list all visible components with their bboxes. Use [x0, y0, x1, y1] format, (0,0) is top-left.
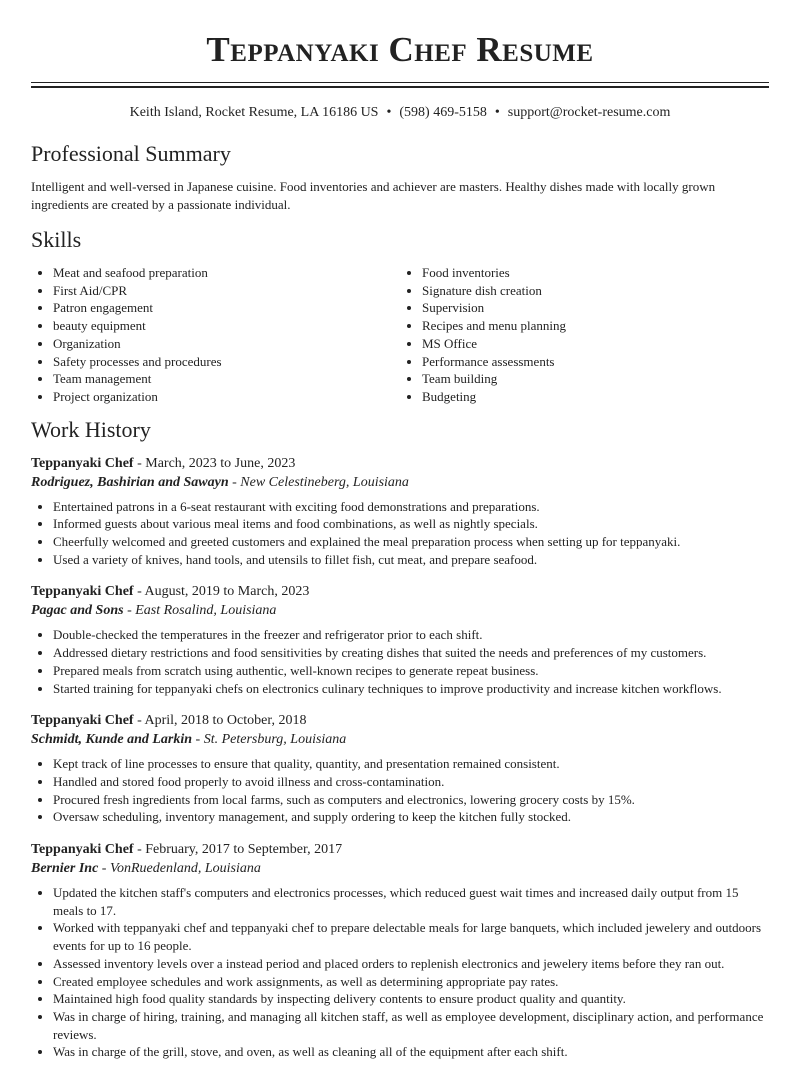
employer-name: Bernier Inc — [31, 861, 99, 877]
contact-address: Keith Island, Rocket Resume, LA 16186 US — [129, 105, 379, 120]
contact-email[interactable]: support@rocket-resume.com — [507, 105, 671, 120]
summary-text: Intelligent and well-versed in Japanese cuisine. Food inventories and achiever are masters. Healthy dishes made with locally grown ingredients are created by a passionate individual. — [31, 179, 716, 212]
skill-item: • Food inventories — [422, 264, 769, 282]
job-bullet: • Was in charge of hiring, training, and managing all kitchen staff, as well as employee development, disciplinary action, and performance reviews. — [53, 1008, 769, 1043]
job-bullet: • Was in charge of the grill, stove, and oven, as well as cleaning all of the equipment after each shift. — [53, 1043, 769, 1061]
job-bullets — [31, 498, 769, 569]
job-title-line — [31, 840, 769, 859]
contact-separator: • — [386, 105, 392, 120]
job-bullet: • Maintained high food quality standards by inspecting delivery contents to ensure product quality and quantity. — [53, 990, 769, 1008]
job-bullet: • Created employee schedules and work assignments, as well as determining appropriate pay rates. — [53, 973, 769, 991]
job-entry — [31, 454, 769, 569]
job-title-line — [31, 454, 769, 473]
job-bullet: • Worked with teppanyaki chef and teppanyaki chef to prepare delectable meals for large banquets, which included jewelery and outdoors events for up to 16 people. — [53, 919, 769, 954]
job-title-line — [31, 711, 769, 730]
skill-item: • Patron engagement — [53, 299, 400, 317]
job-bullet: • Oversaw scheduling, inventory management, and supply ordering to keep the kitchen fully stocked. — [53, 808, 769, 826]
job-bullet: • Double-checked the temperatures in the freezer and refrigerator prior to each shift. — [53, 626, 769, 644]
employer-location: - New Celestineberg, Louisiana — [228, 474, 409, 490]
contact-line — [0, 104, 800, 122]
job-bullet: • Procured fresh ingredients from local farms, such as computers and electronics, lowering grocery costs by 15%. — [53, 791, 769, 809]
job-bullet: • Handled and stored food properly to avoid illness and cross-contamination. — [53, 773, 769, 791]
resume-title: Teppanyaki Chef Resume — [206, 30, 594, 69]
skill-item: • First Aid/CPR — [53, 282, 400, 300]
employer-name: Rodriguez, Bashirian and Sawayn — [31, 474, 229, 490]
job-bullet: • Used a variety of knives, hand tools, and utensils to fillet fish, cut meat, and prepare seafood. — [53, 551, 769, 569]
skills-list-left — [31, 264, 400, 406]
skill-item: • Safety processes and procedures — [53, 353, 400, 371]
skill-item: • Performance assessments — [422, 353, 769, 371]
employer-line — [31, 601, 769, 620]
job-dates: - April, 2018 to October, 2018 — [133, 713, 307, 729]
employer-location: - VonRuedenland, Louisiana — [98, 861, 261, 877]
job-title: Teppanyaki Chef — [31, 455, 134, 471]
job-dates: - March, 2023 to June, 2023 — [133, 455, 296, 471]
skills-section — [31, 226, 769, 406]
job-bullet: • Assessed inventory levels over a instead period and placed orders to replenish electronics and jewelery items before they ran out. — [53, 955, 769, 973]
title-divider-top — [31, 82, 769, 83]
job-dates: - February, 2017 to September, 2017 — [133, 842, 343, 858]
employer-line — [31, 473, 769, 492]
employer-location: - St. Petersburg, Louisiana — [192, 732, 347, 748]
skill-item: • beauty equipment — [53, 317, 400, 335]
job-bullet: • Prepared meals from scratch using authentic, well-known recipes to generate repeat business. — [53, 662, 769, 680]
skills-heading: Skills — [31, 227, 82, 252]
contact-phone: (598) 469-5158 — [399, 105, 487, 120]
employer-line — [31, 730, 769, 749]
job-entry — [31, 582, 769, 697]
job-bullets — [31, 755, 769, 826]
skill-item: • Organization — [53, 335, 400, 353]
title-divider-bottom — [31, 86, 769, 88]
employer-line — [31, 859, 769, 878]
job-bullet: • Kept track of line processes to ensure that quality, quantity, and presentation remained consistent. — [53, 755, 769, 773]
employer-name: Pagac and Sons — [31, 603, 124, 619]
job-bullet: • Updated the kitchen staff's computers and electronics processes, which reduced guest wait times and increased daily output from 15 meals to 17. — [53, 884, 769, 919]
work-history-heading: Work History — [31, 416, 151, 442]
skill-item: • Signature dish creation — [422, 282, 769, 300]
skill-item: • Team building — [422, 370, 769, 388]
job-entry — [31, 840, 769, 1061]
job-title: Teppanyaki Chef — [31, 713, 134, 729]
job-title: Teppanyaki Chef — [31, 842, 134, 858]
contact-separator: • — [494, 105, 500, 120]
skill-item: • Recipes and menu planning — [422, 317, 769, 335]
skill-item: • Supervision — [422, 299, 769, 317]
skill-item: • MS Office — [422, 335, 769, 353]
summary-heading: Professional Summary — [31, 141, 231, 166]
skills-columns — [31, 264, 769, 406]
skill-item: • Team management — [53, 370, 400, 388]
skill-item: • Meat and seafood preparation — [53, 264, 400, 282]
job-entry — [31, 711, 769, 826]
job-bullet: • Informed guests about various meal items and food combinations, as well as nightly specials. — [53, 515, 769, 533]
job-bullets — [31, 884, 769, 1061]
skill-item: • Budgeting — [422, 388, 769, 406]
employer-name: Schmidt, Kunde and Larkin — [31, 732, 193, 748]
job-title-line — [31, 582, 769, 601]
job-bullet: • Addressed dietary restrictions and food sensitivities by creating dishes that suited the needs and preferences of my customers. — [53, 644, 769, 662]
resume-content — [31, 140, 769, 1075]
skill-item: • Project organization — [53, 388, 400, 406]
job-title: Teppanyaki Chef — [31, 584, 134, 600]
job-bullet: • Started training for teppanyaki chefs on electronics culinary techniques to improve productivity and increase kitchen workflows. — [53, 680, 769, 698]
work-history-section — [31, 416, 769, 1061]
employer-location: - East Rosalind, Louisiana — [123, 603, 277, 619]
skills-list-right — [400, 264, 769, 406]
job-bullet: • Entertained patrons in a 6-seat restaurant with exciting food demonstrations and preparations. — [53, 498, 769, 516]
job-bullet: • Cheerfully welcomed and greeted customers and explained the meal preparation process when setting up for teppanyaki. — [53, 533, 769, 551]
summary-section — [31, 140, 769, 214]
job-bullets — [31, 626, 769, 697]
job-dates: - August, 2019 to March, 2023 — [133, 584, 310, 600]
